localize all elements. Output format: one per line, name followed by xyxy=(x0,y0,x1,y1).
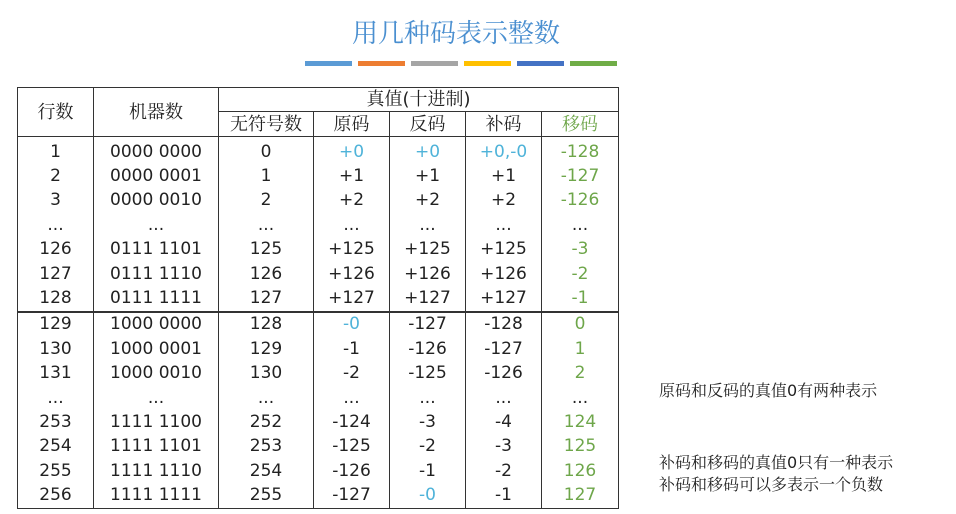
color-bar xyxy=(411,61,458,66)
cell-ones-complement: +125 xyxy=(390,238,466,262)
table-row xyxy=(18,262,619,286)
cell-machine-number: 0111 1111 xyxy=(94,286,219,311)
cell-sign-magnitude: +2 xyxy=(314,189,390,213)
cell-row-number: ... xyxy=(18,213,94,237)
cell-machine-number: 1111 1111 xyxy=(94,483,219,508)
cell-sign-magnitude: +125 xyxy=(314,238,390,262)
table-row xyxy=(18,386,619,410)
header-machine-number: 机器数 xyxy=(94,88,219,137)
cell-twos-complement: +1 xyxy=(466,164,542,188)
note-zero-one-form: 补码和移码的真值0只有一种表示 xyxy=(659,453,894,472)
cell-machine-number: 0111 1101 xyxy=(94,238,219,262)
table-row xyxy=(18,410,619,434)
header-offset-binary: 移码 xyxy=(542,112,619,137)
cell-ones-complement: -0 xyxy=(390,483,466,508)
color-bar xyxy=(464,61,511,66)
cell-machine-number: 1111 1100 xyxy=(94,410,219,434)
cell-offset-binary: 0 xyxy=(542,312,619,337)
color-bar xyxy=(517,61,564,66)
cell-sign-magnitude: -127 xyxy=(314,483,390,508)
cell-unsigned: 129 xyxy=(219,337,314,361)
cell-machine-number: ... xyxy=(94,213,219,237)
cell-machine-number: 1111 1110 xyxy=(94,459,219,483)
cell-offset-binary: 124 xyxy=(542,410,619,434)
table-row xyxy=(18,286,619,311)
cell-sign-magnitude: -125 xyxy=(314,435,390,459)
cell-ones-complement: -127 xyxy=(390,312,466,337)
cell-sign-magnitude: -1 xyxy=(314,337,390,361)
cell-unsigned: 125 xyxy=(219,238,314,262)
cell-machine-number: 1000 0000 xyxy=(94,312,219,337)
cell-unsigned: 1 xyxy=(219,164,314,188)
cell-row-number: 253 xyxy=(18,410,94,434)
cell-unsigned: ... xyxy=(219,386,314,410)
decorative-color-bars xyxy=(305,61,617,66)
cell-twos-complement: ... xyxy=(466,386,542,410)
cell-sign-magnitude: -124 xyxy=(314,410,390,434)
cell-offset-binary: 125 xyxy=(542,435,619,459)
cell-offset-binary: -3 xyxy=(542,238,619,262)
color-bar xyxy=(358,61,405,66)
table-row xyxy=(18,435,619,459)
table-row xyxy=(18,362,619,386)
cell-ones-complement: -2 xyxy=(390,435,466,459)
cell-twos-complement: -127 xyxy=(466,337,542,361)
encoding-table xyxy=(17,87,619,509)
color-bar xyxy=(570,61,617,66)
cell-offset-binary: -2 xyxy=(542,262,619,286)
cell-offset-binary: -128 xyxy=(542,137,619,165)
cell-machine-number: 0111 1110 xyxy=(94,262,219,286)
cell-unsigned: 130 xyxy=(219,362,314,386)
cell-machine-number: 1111 1101 xyxy=(94,435,219,459)
cell-sign-magnitude: ... xyxy=(314,213,390,237)
cell-offset-binary: 2 xyxy=(542,362,619,386)
cell-unsigned: 255 xyxy=(219,483,314,508)
header-ones-complement: 反码 xyxy=(390,112,466,137)
cell-machine-number: ... xyxy=(94,386,219,410)
cell-row-number: 131 xyxy=(18,362,94,386)
cell-ones-complement: ... xyxy=(390,386,466,410)
cell-machine-number: 0000 0001 xyxy=(94,164,219,188)
note-extra-negative: 补码和移码可以多表示一个负数 xyxy=(659,475,884,494)
cell-offset-binary: 1 xyxy=(542,337,619,361)
cell-ones-complement: -125 xyxy=(390,362,466,386)
header-row-number: 行数 xyxy=(18,88,94,137)
cell-twos-complement: -1 xyxy=(466,483,542,508)
cell-ones-complement: -1 xyxy=(390,459,466,483)
cell-sign-magnitude: +1 xyxy=(314,164,390,188)
cell-row-number: 256 xyxy=(18,483,94,508)
cell-machine-number: 1000 0001 xyxy=(94,337,219,361)
cell-ones-complement: +126 xyxy=(390,262,466,286)
cell-twos-complement: -3 xyxy=(466,435,542,459)
cell-machine-number: 1000 0010 xyxy=(94,362,219,386)
cell-twos-complement: ... xyxy=(466,213,542,237)
cell-machine-number: 0000 0000 xyxy=(94,137,219,165)
cell-sign-magnitude: +0 xyxy=(314,137,390,165)
cell-offset-binary: ... xyxy=(542,213,619,237)
table-body xyxy=(18,137,619,509)
cell-sign-magnitude: -126 xyxy=(314,459,390,483)
cell-sign-magnitude: -0 xyxy=(314,312,390,337)
cell-row-number: 254 xyxy=(18,435,94,459)
cell-twos-complement: +127 xyxy=(466,286,542,311)
cell-unsigned: 2 xyxy=(219,189,314,213)
cell-twos-complement: -4 xyxy=(466,410,542,434)
cell-ones-complement: -3 xyxy=(390,410,466,434)
cell-unsigned: 252 xyxy=(219,410,314,434)
cell-unsigned: 254 xyxy=(219,459,314,483)
cell-ones-complement: -126 xyxy=(390,337,466,361)
cell-ones-complement: +0 xyxy=(390,137,466,165)
cell-twos-complement: +126 xyxy=(466,262,542,286)
header-true-value: 真值(十进制) xyxy=(219,88,619,112)
cell-ones-complement: +2 xyxy=(390,189,466,213)
cell-sign-magnitude: +127 xyxy=(314,286,390,311)
header-unsigned: 无符号数 xyxy=(219,112,314,137)
cell-twos-complement: -126 xyxy=(466,362,542,386)
table-row xyxy=(18,238,619,262)
cell-unsigned: 0 xyxy=(219,137,314,165)
cell-unsigned: 253 xyxy=(219,435,314,459)
cell-offset-binary: 127 xyxy=(542,483,619,508)
cell-row-number: 126 xyxy=(18,238,94,262)
header-sign-magnitude: 原码 xyxy=(314,112,390,137)
cell-row-number: 3 xyxy=(18,189,94,213)
cell-row-number: 128 xyxy=(18,286,94,311)
cell-offset-binary: -127 xyxy=(542,164,619,188)
cell-row-number: ... xyxy=(18,386,94,410)
cell-row-number: 127 xyxy=(18,262,94,286)
table-row xyxy=(18,189,619,213)
cell-unsigned: ... xyxy=(219,213,314,237)
cell-row-number: 129 xyxy=(18,312,94,337)
cell-sign-magnitude: -2 xyxy=(314,362,390,386)
cell-row-number: 2 xyxy=(18,164,94,188)
table-row xyxy=(18,164,619,188)
cell-twos-complement: -128 xyxy=(466,312,542,337)
cell-offset-binary: 126 xyxy=(542,459,619,483)
cell-unsigned: 128 xyxy=(219,312,314,337)
table-row xyxy=(18,483,619,508)
color-bar xyxy=(305,61,352,66)
cell-sign-magnitude: ... xyxy=(314,386,390,410)
header-twos-complement: 补码 xyxy=(466,112,542,137)
table-row xyxy=(18,137,619,165)
cell-ones-complement: +127 xyxy=(390,286,466,311)
cell-twos-complement: +2 xyxy=(466,189,542,213)
table-row xyxy=(18,213,619,237)
page-title: 用几种码表示整数 xyxy=(351,19,560,49)
table-row xyxy=(18,337,619,361)
cell-twos-complement: +0,-0 xyxy=(466,137,542,165)
cell-machine-number: 0000 0010 xyxy=(94,189,219,213)
cell-ones-complement: ... xyxy=(390,213,466,237)
cell-row-number: 1 xyxy=(18,137,94,165)
cell-sign-magnitude: +126 xyxy=(314,262,390,286)
cell-unsigned: 127 xyxy=(219,286,314,311)
cell-offset-binary: -126 xyxy=(542,189,619,213)
cell-row-number: 130 xyxy=(18,337,94,361)
note-zero-two-forms: 原码和反码的真值0有两种表示 xyxy=(659,381,878,400)
cell-row-number: 255 xyxy=(18,459,94,483)
table-row xyxy=(18,312,619,337)
cell-unsigned: 126 xyxy=(219,262,314,286)
cell-offset-binary: ... xyxy=(542,386,619,410)
cell-ones-complement: +1 xyxy=(390,164,466,188)
cell-twos-complement: -2 xyxy=(466,459,542,483)
cell-twos-complement: +125 xyxy=(466,238,542,262)
cell-offset-binary: -1 xyxy=(542,286,619,311)
table-row xyxy=(18,459,619,483)
